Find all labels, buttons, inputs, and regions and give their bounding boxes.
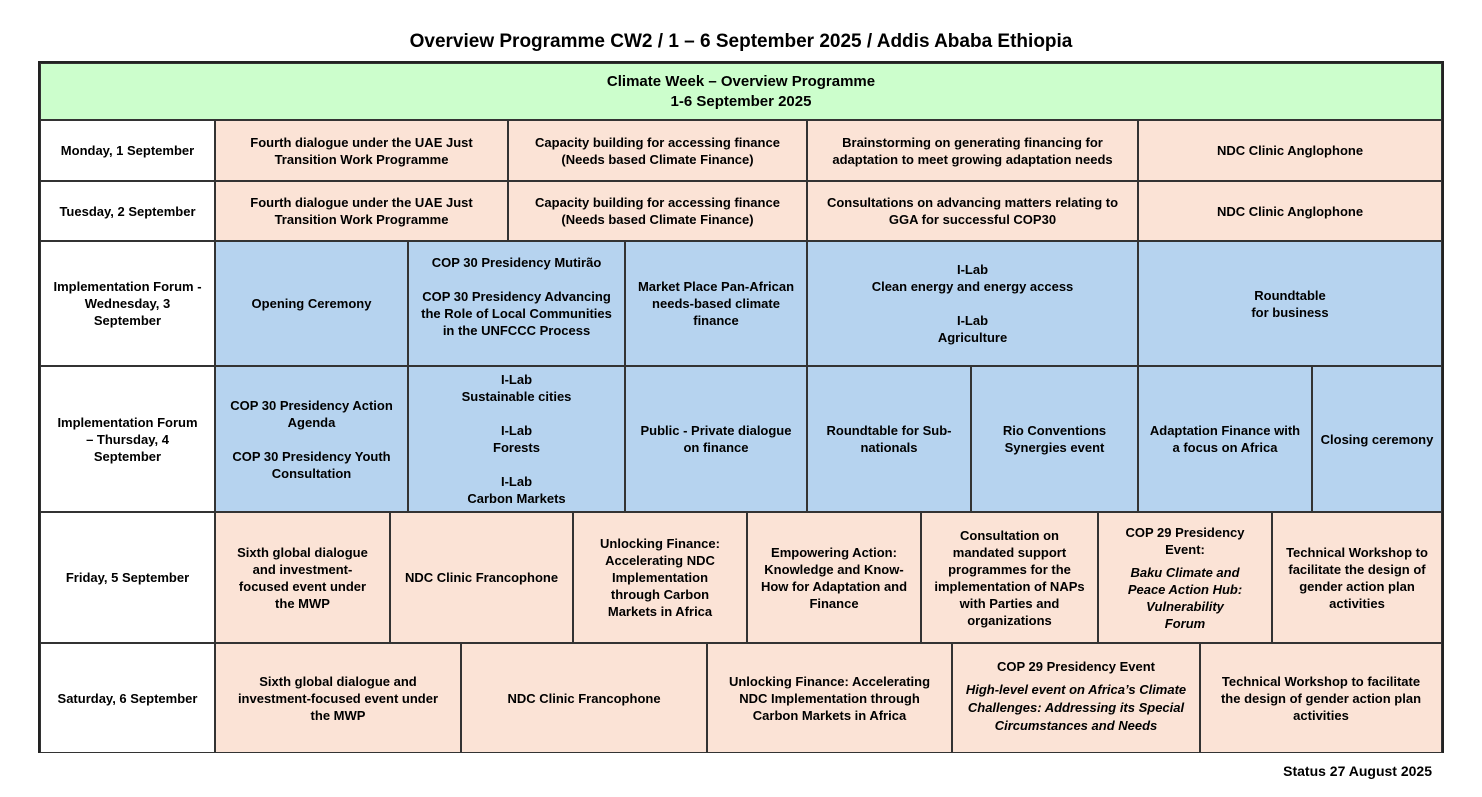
- session-cell: Closing ceremony: [1312, 366, 1442, 512]
- session-cell: [408, 241, 625, 366]
- day-label-tuesday: Tuesday, 2 September: [40, 181, 215, 241]
- session-cell: Sixth global dialogue and investment-focused event under the MWP: [215, 643, 461, 753]
- session-cell: [1138, 241, 1442, 366]
- session-line: COP 30 Presidency Youth Consultation: [232, 448, 391, 481]
- session-cell: Public - Private dialogue on finance: [625, 366, 807, 512]
- session-cell: Empowering Action: Knowledge and Know-How for Adaptation and Finance: [747, 512, 921, 643]
- session-cell: Technical Workshop to facilitate the design of gender action plan activities: [1272, 512, 1442, 643]
- day-label-saturday: Saturday, 6 September: [40, 643, 215, 753]
- session-cell: [408, 366, 625, 512]
- session-cell: Capacity building for accessing finance (Needs based Climate Finance): [508, 120, 807, 181]
- session-line: COP 29 Presidency Event: [996, 659, 1155, 674]
- session-line: Vulnerability Forum: [1146, 598, 1224, 631]
- session-cell: Adaptation Finance with a focus on Africa: [1138, 366, 1312, 512]
- session-cell: Unlocking Finance: Accelerating NDC Implementation through Carbon Markets in Africa: [707, 643, 952, 753]
- session-cell: NDC Clinic Francophone: [390, 512, 573, 643]
- session-cell: Consultations on advancing matters relating to GGA for successful COP30: [807, 181, 1138, 241]
- session-line: COP 30 Presidency Advancing the Role of Local Communities in the UNFCCC Process: [421, 289, 612, 338]
- session-cell: Sixth global dialogue and investment-focused event under the MWP: [215, 512, 390, 643]
- table-header: [40, 63, 1442, 120]
- session-cell: [952, 643, 1200, 753]
- session-line: Sustainable cities: [461, 389, 572, 404]
- session-line: I-Lab: [500, 423, 533, 438]
- page-title: Overview Programme CW2 / 1 – 6 September 2025 / Addis Ababa Ethiopia: [409, 31, 1073, 52]
- session-cell: NDC Clinic Francophone: [461, 643, 707, 753]
- session-cell: Roundtable for Sub-nationals: [807, 366, 971, 512]
- session-line: Roundtable: [1254, 287, 1326, 303]
- programme-table: [38, 61, 1444, 753]
- header-title: Climate Week – Overview Programme: [606, 72, 876, 90]
- status-date: Status 27 August 2025: [1283, 763, 1432, 779]
- session-cell: Rio Conventions Synergies event: [971, 366, 1138, 512]
- session-cell: Capacity building for accessing finance (Needs based Climate Finance): [508, 181, 807, 241]
- session-line: Forests: [493, 440, 540, 455]
- session-cell: Fourth dialogue under the UAE Just Transition Work Programme: [215, 120, 508, 181]
- session-line: Agriculture: [937, 330, 1008, 345]
- session-cell: Brainstorming on generating financing for adaptation to meet growing adaptation needs: [807, 120, 1138, 181]
- session-cell: [807, 241, 1138, 366]
- day-label-wednesday: Implementation Forum -Wednesday, 3 September: [40, 241, 215, 366]
- session-cell: [215, 366, 408, 512]
- session-cell: Fourth dialogue under the UAE Just Transition Work Programme: [215, 181, 508, 241]
- session-line: COP 29 Presidency Event:: [1125, 524, 1245, 557]
- session-line: High-level event on Africa’s Climate Challenges: Addressing its Special Circumstances and Needs: [965, 682, 1187, 733]
- session-cell: Consultation on mandated support programmes for the implementation of NAPs with Parties and organizations: [921, 512, 1098, 643]
- session-line: COP 30 Presidency Mutirão: [431, 255, 602, 270]
- session-cell: NDC Clinic Anglophone: [1138, 120, 1442, 181]
- session-line: Carbon Markets: [467, 491, 566, 506]
- session-cell: Technical Workshop to facilitate the design of gender action plan activities: [1200, 643, 1442, 753]
- session-line: I-Lab: [500, 474, 533, 489]
- session-line: I-Lab: [500, 372, 533, 387]
- session-line: COP 30 Presidency Action Agenda: [230, 397, 393, 430]
- day-label-monday: Monday, 1 September: [40, 120, 215, 181]
- session-cell: NDC Clinic Anglophone: [1138, 181, 1442, 241]
- day-label-thursday: Implementation Forum – Thursday, 4 September: [40, 366, 215, 512]
- session-line: I-Lab: [956, 262, 989, 277]
- session-cell: Market Place Pan-African needs-based climate finance: [625, 241, 807, 366]
- session-line: for business: [1251, 304, 1329, 320]
- day-label-friday: Friday, 5 September: [40, 512, 215, 643]
- session-line: Baku Climate and Peace Action Hub:: [1127, 564, 1243, 597]
- session-line: I-Lab: [956, 313, 989, 328]
- session-cell: [1098, 512, 1272, 643]
- session-line: Clean energy and energy access: [871, 279, 1074, 294]
- header-dates: 1-6 September 2025: [670, 92, 812, 110]
- session-cell: Opening Ceremony: [215, 241, 408, 366]
- session-cell: Unlocking Finance: Accelerating NDC Implementation through Carbon Markets in Africa: [573, 512, 747, 643]
